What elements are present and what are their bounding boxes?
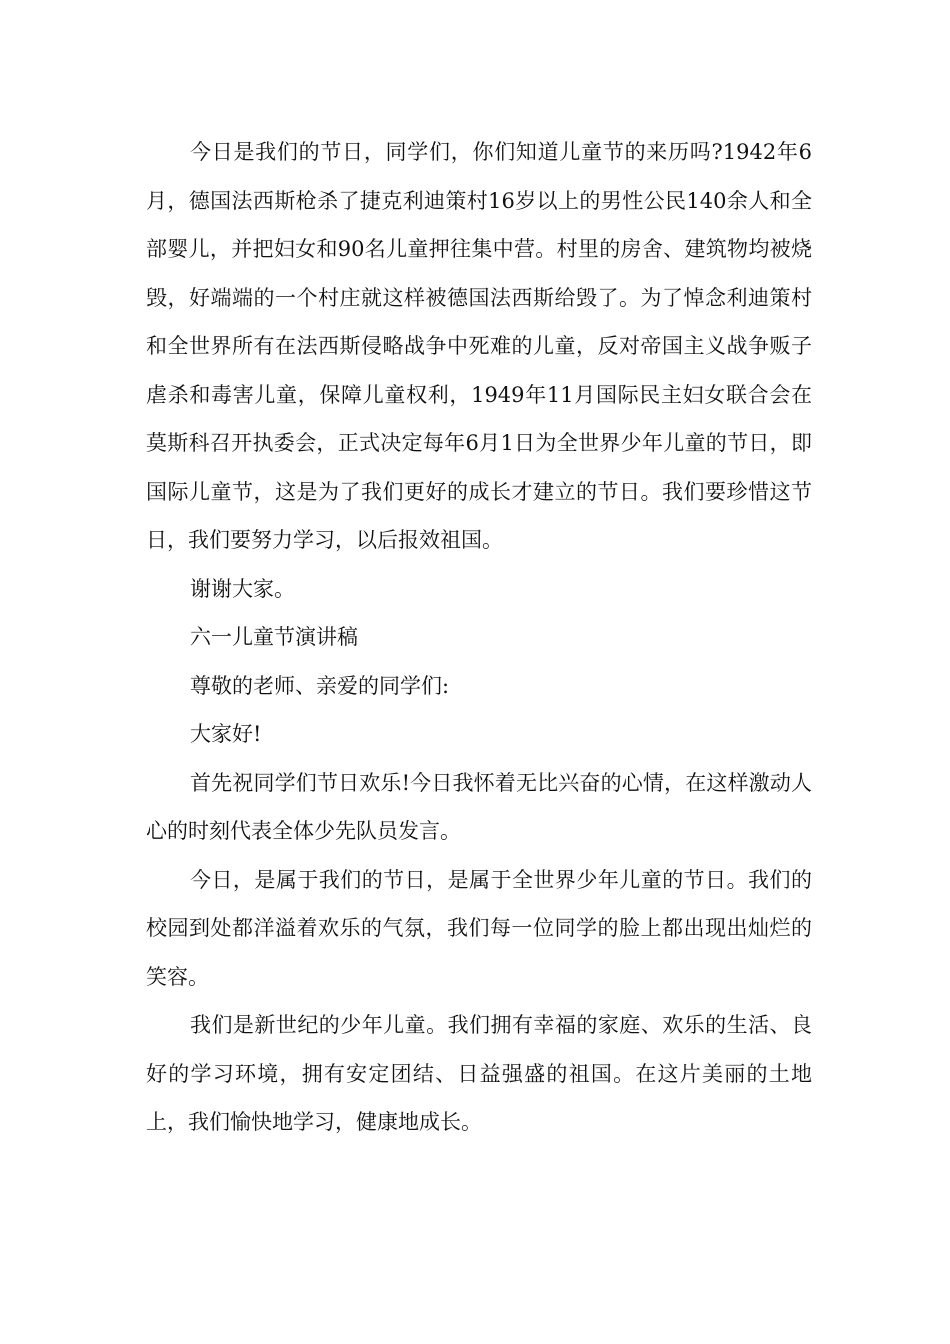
- paragraph-festival: 今日，是属于我们的节日，是属于全世界少年儿童的节日。我们的校园到处都洋溢着欢乐的气氛，我们每一位同学的脸上都出现出灿烂的笑容。: [146, 867, 812, 989]
- paragraph-thanks: 谢谢大家。: [190, 576, 295, 601]
- greeting: 大家好!: [190, 722, 262, 746]
- paragraph-opening: 首先祝同学们节日欢乐!今日我怀着无比兴奋的心情，在这样激动人心的时刻代表全体少先队员发言。: [146, 770, 812, 843]
- speech-title: 六一儿童节演讲稿: [190, 625, 358, 649]
- paragraph-history: 今日是我们的节日，同学们，你们知道儿童节的来历吗?1942年6月，德国法西斯枪杀了捷克利迪策村16岁以上的男性公民140余人和全部婴儿，并把妇女和90名儿童押往集中营。村里的房舍、建筑物均被烧毁，好端端的一个村庄就这样被德国法西斯给毁了。为了悼念利迪策村和全世界所有在法西斯侵略战争中死难的儿童，反对帝国主义战争贩子虐杀和毒害儿童，保障儿童权利，1949年11月国际民主妇女联合会在莫斯科召开执委会，正式决定每年6月1日为全世界少年儿童的节日，即国际儿童节，这是为了我们更好的成长才建立的节日。我们要珍惜这节日，我们要努力学习，以后报效祖国。: [146, 140, 812, 552]
- document-body: [146, 128, 812, 1147]
- paragraph-new-century: 我们是新世纪的少年儿童。我们拥有幸福的家庭、欢乐的生活、良好的学习环境，拥有安定团结、日益强盛的祖国。在这片美丽的土地上，我们愉快地学习，健康地成长。: [146, 1013, 812, 1134]
- salutation: 尊敬的老师、亲爱的同学们:: [190, 673, 450, 698]
